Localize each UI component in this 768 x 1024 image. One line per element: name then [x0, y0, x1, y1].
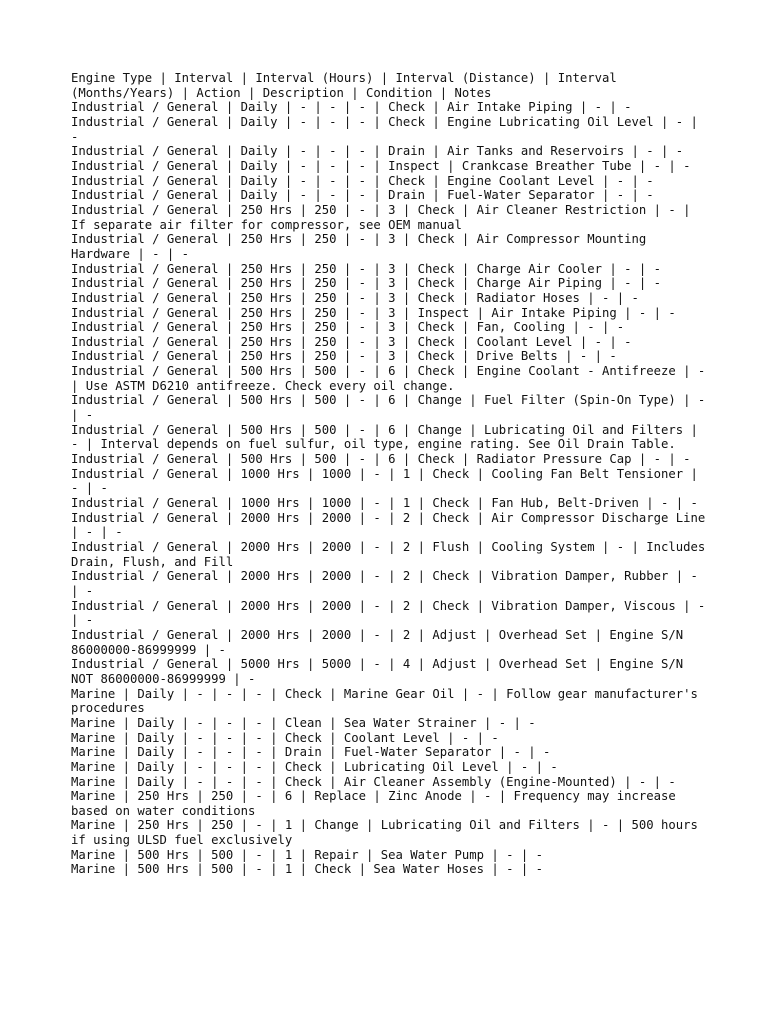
text-line: Industrial / General | 250 Hrs | 250 | - | 3 | Check | Fan, Cooling | - | -: [71, 320, 625, 335]
text-line: Industrial / General | 250 Hrs | 250 | - | 3 | Inspect | Air Intake Piping | - | -: [71, 305, 676, 320]
text-line: Industrial / General | 500 Hrs | 500 | - | 6 | Check | Radiator Pressure Cap | - | -: [71, 452, 691, 467]
header-line: Engine Type | Interval | Interval (Hours) | Interval (Distance) | Interval (Months/Years) | Action | Description | Condition | Notes: [71, 71, 625, 100]
text-line: Industrial / General | 1000 Hrs | 1000 | - | 1 | Check | Fan Hub, Belt-Driven | - | -: [71, 496, 698, 511]
text-line: Industrial / General | Daily | - | - | - | Check | Engine Lubricating Oil Level | - | -: [71, 114, 706, 144]
text-line: Industrial / General | 250 Hrs | 250 | - | 3 | Check | Air Compressor Mounting Hardware | - | -: [71, 232, 654, 261]
text-line: Industrial / General | Daily | - | - | - | Inspect | Crankcase Breather Tube | - | -: [71, 158, 691, 173]
text-line: Industrial / General | 1000 Hrs | 1000 | - | 1 | Check | Cooling Fan Belt Tensioner | - | -: [71, 466, 706, 496]
text-line: Industrial / General | 250 Hrs | 250 | - | 3 | Check | Radiator Hoses | - | -: [71, 290, 639, 305]
text-line: Marine | 250 Hrs | 250 | - | 6 | Replace | Zinc Anode | - | Frequency may increase based on water conditions: [71, 789, 684, 818]
text-line: Industrial / General | Daily | - | - | - | Check | Air Intake Piping | - | -: [71, 100, 632, 115]
text-line: Marine | 250 Hrs | 250 | - | 1 | Change | Lubricating Oil and Filters | - | 500 hours if using ULSD fuel exclusively: [71, 818, 706, 848]
text-line: Industrial / General | Daily | - | - | - | Drain | Air Tanks and Reservoirs | - | -: [71, 144, 684, 159]
text-line: Industrial / General | 250 Hrs | 250 | - | 3 | Check | Drive Belts | - | -: [71, 349, 617, 364]
text-line: Industrial / General | 250 Hrs | 250 | - | 3 | Check | Air Cleaner Restriction | - | If separate air filter for compressor, see OEM manual: [71, 202, 698, 232]
text-line: Industrial / General | 2000 Hrs | 2000 | - | 2 | Flush | Cooling System | - | Includes Drain, Flush, and Fill: [71, 540, 713, 569]
text-line: Marine | 500 Hrs | 500 | - | 1 | Repair | Sea Water Pump | - | -: [71, 847, 544, 862]
text-line: Industrial / General | 250 Hrs | 250 | - | 3 | Check | Charge Air Cooler | - | -: [71, 261, 662, 276]
text-line: Marine | Daily | - | - | - | Clean | Sea Water Strainer | - | -: [71, 715, 536, 730]
text-line: Marine | 500 Hrs | 500 | - | 1 | Check | Sea Water Hoses | - | -: [71, 862, 544, 877]
text-line: Industrial / General | Daily | - | - | - | Check | Engine Coolant Level | - | -: [71, 173, 654, 188]
text-line: Industrial / General | 250 Hrs | 250 | - | 3 | Check | Charge Air Piping | - | -: [71, 276, 662, 291]
text-line: Industrial / General | Daily | - | - | - | Drain | Fuel-Water Separator | - | -: [71, 188, 654, 203]
text-line: Industrial / General | 2000 Hrs | 2000 | - | 2 | Adjust | Overhead Set | Engine S/N 86000000-86999999 | -: [71, 627, 691, 657]
text-line: Marine | Daily | - | - | - | Check | Air Cleaner Assembly (Engine-Mounted) | - | -: [71, 774, 676, 789]
text-line: Marine | Daily | - | - | - | Check | Marine Gear Oil | - | Follow gear manufacturer's procedures: [71, 686, 706, 716]
text-line: Industrial / General | 2000 Hrs | 2000 | - | 2 | Check | Vibration Damper, Rubber | - | -: [71, 569, 706, 598]
text-line: Marine | Daily | - | - | - | Check | Lubricating Oil Level | - | -: [71, 759, 558, 774]
text-line: Industrial / General | 500 Hrs | 500 | - | 6 | Change | Lubricating Oil and Filters | - | Interval depends on fuel sulfur, oil type, engine rating. See Oil Drain Table.: [71, 422, 706, 452]
document-body: [71, 71, 711, 877]
text-line: Marine | Daily | - | - | - | Check | Coolant Level | - | -: [71, 730, 499, 745]
text-line: Industrial / General | 5000 Hrs | 5000 | - | 4 | Adjust | Overhead Set | Engine S/N NOT 86000000-86999999 | -: [71, 657, 691, 686]
text-line: Industrial / General | 250 Hrs | 250 | - | 3 | Check | Coolant Level | - | -: [71, 334, 632, 349]
text-line: Industrial / General | 2000 Hrs | 2000 | - | 2 | Check | Air Compressor Discharge Line | - | -: [71, 510, 713, 540]
text-line: Industrial / General | 2000 Hrs | 2000 | - | 2 | Check | Vibration Damper, Viscous | - | -: [71, 598, 713, 628]
text-line: Industrial / General | 500 Hrs | 500 | - | 6 | Check | Engine Coolant - Antifreeze | - | Use ASTM D6210 antifreeze. Check every oil change.: [71, 364, 713, 393]
text-line: Industrial / General | 500 Hrs | 500 | - | 6 | Change | Fuel Filter (Spin-On Type) | - | -: [71, 393, 713, 423]
text-line: Marine | Daily | - | - | - | Drain | Fuel-Water Separator | - | -: [71, 745, 551, 760]
